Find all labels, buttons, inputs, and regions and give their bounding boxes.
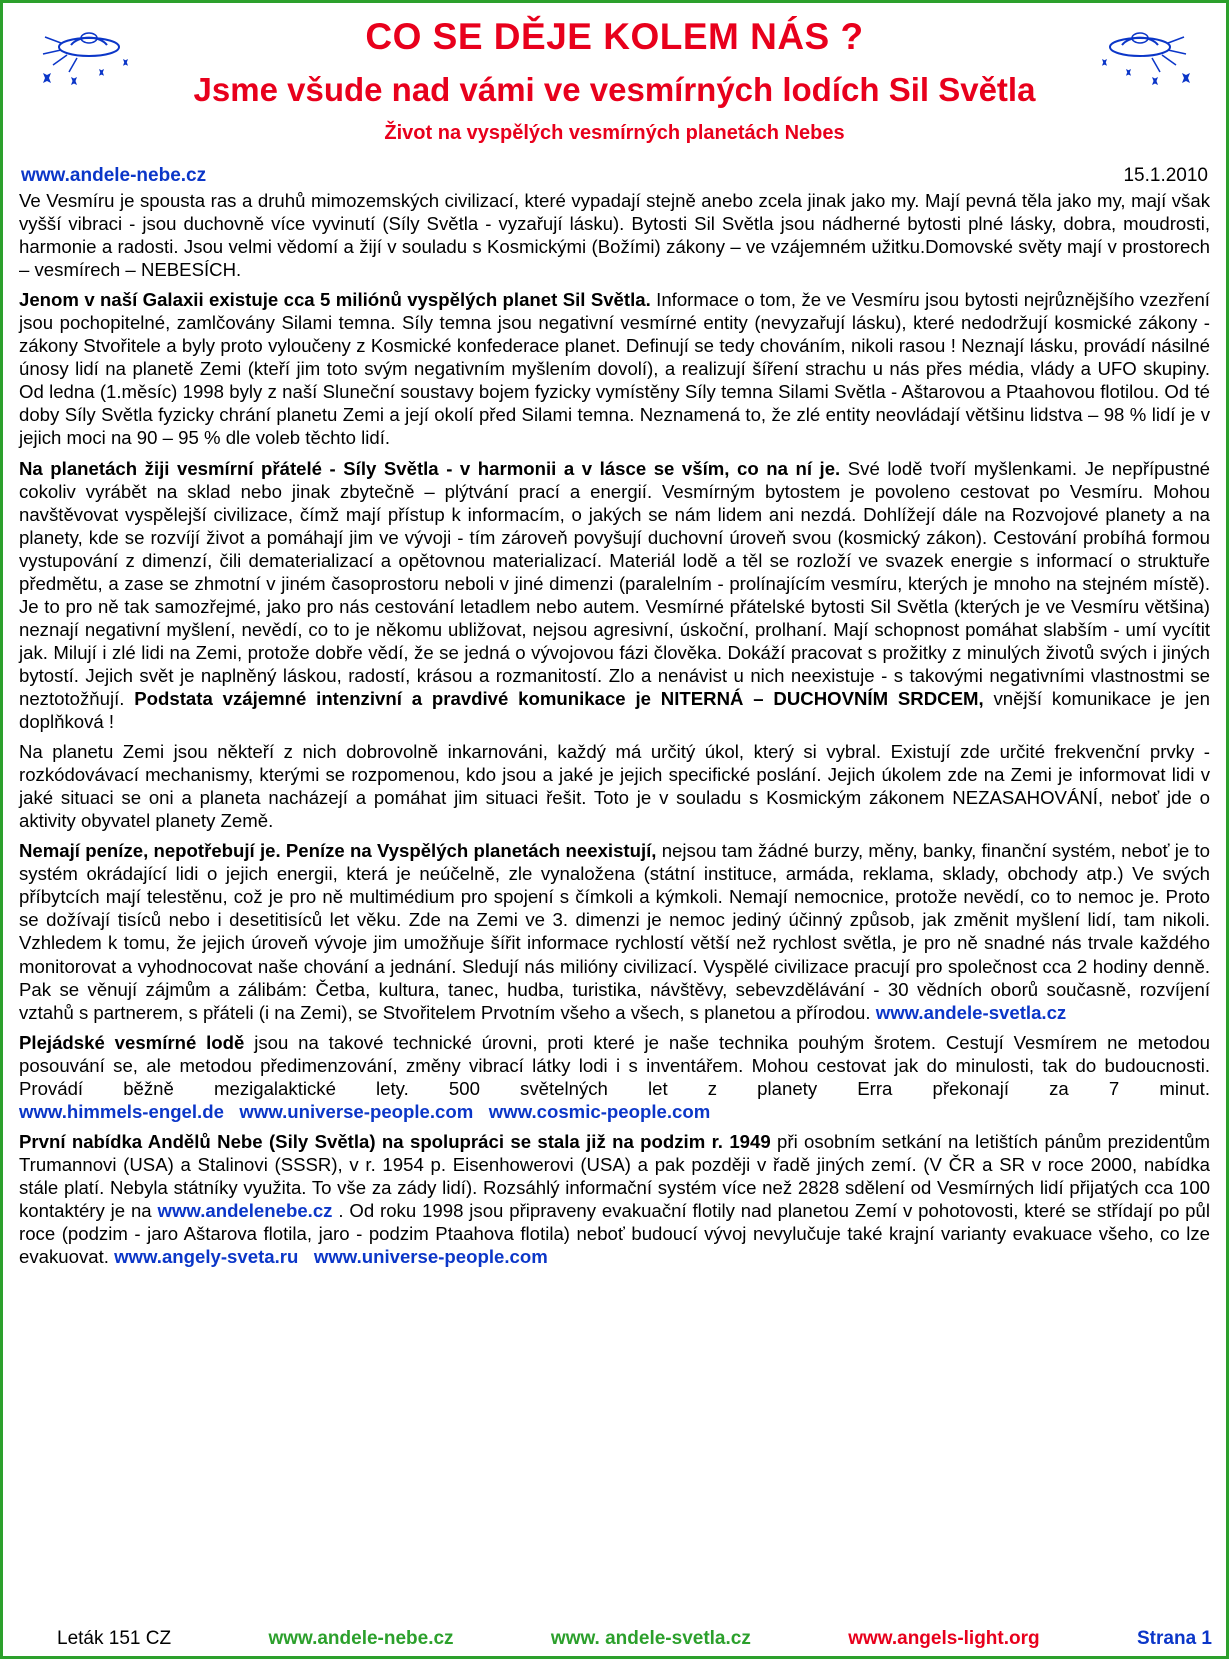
link-himmels-engel[interactable]: www.himmels-engel.de — [19, 1100, 224, 1122]
link-andelenebe[interactable]: www.andelenebe.cz — [157, 1199, 333, 1221]
paragraph-5 — [19, 839, 1210, 1023]
footer-link-andele-svetla[interactable]: www. andele-svetla.cz — [550, 1628, 751, 1649]
spacer-2 — [473, 1101, 489, 1122]
paragraph-2-lead: Jenom v naší Galaxii existuje cca 5 miliónů vyspělých planet Sil Světla. — [19, 289, 651, 311]
page-subtitle-secondary: Život na vyspělých vesmírných planetách Nebes — [384, 121, 845, 144]
spacer-3 — [298, 1246, 314, 1267]
document-header — [17, 17, 1212, 159]
leaflet-number: Leták 151 CZ — [57, 1628, 172, 1649]
link-angely-sveta[interactable]: www.angely-sveta.ru — [114, 1246, 299, 1268]
paragraph-4 — [19, 740, 1210, 832]
paragraph-7-lead: První nabídka Andělů Nebe (Sily Světla) na spolupráci se stala již na podzim r. 1949 — [19, 1130, 771, 1152]
paragraph-4-text: Na planetu Zemi jsou někteří z nich dobrovolně inkarnováni, každý má určitý úkol, který si vybral. Existují zde určité frekvenční prvky - rozkódovávací mechanismy, kterými se rozpomenou, kdo jsou a jaké je jejich specifické poslání. Jejich úkolem zde na Zemi je informovat lidi v jaké situaci se oni a planeta nacházejí a pomáhat jim situaci řešit. Toto je v souladu s Kosmickým zákonem NEZASAHOVÁNÍ, neboť jde o aktivity obyvatel planety Země. — [19, 741, 1210, 832]
document-body — [17, 189, 1212, 1268]
paragraph-6-lead: Plejádské vesmírné lodě — [19, 1031, 245, 1053]
paragraph-1-text: Ve Vesmíru je spousta ras a druhů mimozemských civilizací, které vypadají stejně anebo zcela jinak jako my. Mají pevná těla jako my, mají však vyšší vibraci - jsou duchovně více vyvinutí (Síly Světla - vyzařují lásku). Bytosti Sil Světla jsou nádherné bytosti plné lásky, dobra, moudrosti, harmonie a radosti. Jsou velmi vědomí a žijí v souladu s Kosmickými (Božími) zákony – ve vzájemném užitku.Domovské světy mají v prostorech – vesmírech – NEBESÍCH. — [19, 190, 1210, 281]
paragraph-5-text: nejsou tam žádné burzy, měny, banky, finanční systém, neboť je to systém okrádající lidi o jejich energii, která je neúčelně, zle vynaložena (státní instituce, armáda, reklama, sklady, obchody atp.) Ve svých příbytcích mají telestěnu, což je pro ně multimédium pro spojení s čímkoli a kýmkoli. Nemají nemocnice, protože nevědí, co to nemoc je. Proto se dožívají tisíců nebo i desetitisíců let věku. Zde na Zemi ve 3. dimenzi je nemoc jediný účinný způsob, jak změnit myšlení lidí, tam nikoli. Vzhledem k tomu, že jejich úroveň vývoje jim umožňuje šířit informace rychlostí větší než rychlost světla, je pro ně snadné nás trvale každého monitorovat a vyhodnocovat naše chování a jednání. Sledují nás milióny civilizací. Vyspělé civilizace pracují pro společnost cca 2 hodiny denně. Pak se věnují zájmům a zálibám: Četba, kultura, tanec, hudba, turistika, návštěvy, sebevzdělávání - 30 vědních oborů současně, rozvíjení vztahů s partnerem, s přáteli (i na Zemi), se Stvořitelem Prvotním všeho a všech, s planetou a přírodou. — [19, 840, 1210, 1023]
page-title: CO SE DĚJE KOLEM NÁS ? — [365, 16, 864, 57]
paragraph-3 — [19, 457, 1210, 734]
link-universe-people-2[interactable]: www.universe-people.com — [313, 1246, 548, 1268]
meta-row — [17, 165, 1212, 187]
publication-date: 15.1.2010 — [1123, 165, 1208, 186]
paragraph-2 — [19, 288, 1210, 449]
paragraph-7-text-2: . Od roku 1998 jsou připraveny evakuační flotily nad planetou Zemí v pohotovosti, které se střídají po půl roce (podzim - jaro Aštarova flotila, jaro - podzim Ptaahova flotila) neboť budoucí vývoj nevylučuje také krajní varianty evakuace všeho, co lze evakuovat. — [19, 1199, 1210, 1268]
link-cosmic-people[interactable]: www.cosmic-people.com — [488, 1100, 711, 1122]
page-number: Strana 1 — [1137, 1628, 1212, 1649]
paragraph-6-text: jsou na takové technické úrovni, proti které je naše technika pouhým šrotem. Cestují Vesmírem ne metodou posouvání se, ale metodou předimenzování, změny vibrací látky lodi i s inventářem. Mohou cestovat jak do minulosti, tak do budoucnosti. Provádí běžně mezigalaktické lety. 500 světelných let z planety Erra překonají za 7 minut. — [19, 1031, 1210, 1099]
paragraph-3-text: Své lodě tvoří myšlenkami. Je nepřípustné cokoliv vyrábět na sklad nebo jinak zbytečně – plýtvání prací a energií. Vesmírným bytostem je povoleno cestovat po Vesmíru. Mohou navštěvovat vyspělejší civilizace, čímž mají přístup k informacím, o jakých se nám lidem ani nezdá. Dohlížejí dále na Rozvojové planety a na planety, kde se rozvíjí život a pomáhají jim ve vývoji - tím zároveň povyšují duchovní úroveň svou (kosmický zákon). Cestování probíhá formou vystupování z dimenzí, čili dematerializací a opětovnou materializací. Materiál lodě a těl se rozloží ve svazek energie s informací o struktuře předmětu, a zase se zhmotní v jiném časoprostoru neboli v jiné dimenzi (paralelním - prolínajícím vesmíru, kterých je mnoho na stejném místě). Je to pro ně tak samozřejmé, jako pro nás cestování letadlem nebo autem. Vesmírné přátelské bytosti Sil Světla (kterých je ve Vesmíru většina) neznají negativní myšlení, nevědí, co to je někomu ubližovat, nejsou agresivní, úskoční, prolhaní. Mají schopnost pomáhat slabším - umí vycítit jak. Milují i zlé lidi na Zemi, protože dobře vědí, že se jedná o vývojovou fázi člověka. Dokáží pracovat s prožitky z minulých životů svých i jiných bytostí. Jejich svět je naplněný láskou, radostí, krásou a rozmanitostí. Zlo a nenávist u nich neexistuje - s takovými negativními vlastnostmi se neztotožňují. — [19, 457, 1210, 709]
footer-link-angels-light[interactable]: www.angels-light.org — [848, 1628, 1040, 1649]
page-subtitle-main: Jsme všude nad vámi ve vesmírných lodích Sil Světla — [193, 70, 1036, 108]
spacer-1 — [224, 1101, 240, 1122]
link-andele-svetla[interactable]: www.andele-svetla.cz — [875, 1001, 1067, 1023]
header-website-link[interactable]: www.andele-nebe.cz — [21, 165, 207, 186]
ufo-icon — [27, 21, 147, 101]
paragraph-5-lead: Nemají peníze, nepotřebují je. Peníze na Vyspělých planetách neexistují, — [19, 840, 657, 862]
footer-link-andele-nebe[interactable]: www.andele-nebe.cz — [268, 1628, 454, 1649]
paragraph-7 — [19, 1130, 1210, 1268]
paragraph-3-emphasis: Podstata vzájemné intenzivní a pravdivé komunikace je NITERNÁ – DUCHOVNÍM SRDCEM, — [134, 687, 984, 709]
paragraph-1 — [19, 189, 1210, 281]
ufo-icon — [1082, 21, 1202, 101]
paragraph-3-tail: vnější komunikace je jen doplňková ! — [19, 687, 1210, 733]
paragraph-2-text: Informace o tom, že ve Vesmíru jsou bytosti nejrůznějšího vzezření jsou pochopitelné, zamlčovány Silami temna. Síly temna jsou negativní vesmírné entity (nevyzařují lásku), které nedodržují kosmické zákony - zákony Stvořitele a byly proto vyloučeny z Kosmické konfederace planet. Definují se tedy chováním, nikoli rasou ! Neznají lásku, provádí násilné únosy lidí na planetě Zemi (kteří jim toto svým negativním myšlením dovolí), a realizují šíření strachu u nás přes média, vlády a UFO skupiny. Od ledna (1.měsíc) 1998 byly z naší Sluneční soustavy bojem fyzicky vymístěny Síly temna Silami Světla - Aštarovou a Ptaahovou flotilou. Od té doby Síly Světla fyzicky chrání planetu Zemi a její okolí před Silami temna. Neznamená to, že zlé entity neovládají většinu lidstva – 98 % lidí je v jejich moci na 90 – 95 % dle voleb těchto lidí. — [19, 289, 1210, 449]
paragraph-6 — [19, 1031, 1210, 1123]
document-footer — [17, 1628, 1212, 1650]
paragraph-3-lead: Na planetách žiji vesmírní přátelé - Síly Světla - v harmonii a v lásce se vším, co na ní je. — [19, 457, 841, 479]
link-universe-people[interactable]: www.universe-people.com — [239, 1100, 474, 1122]
paragraph-7-text: při osobním setkání na letištích pánům prezidentům Trumannovi (USA) a Stalinovi (SSSR), v r. 1954 p. Eisenhowerovi (USA) a pak později v řadě jiných zemí. (V ČR a SR v roce 2000, nabídka stále platí. Nebyla státníky využita. To vše za zády lidí). Rozsáhlý informační systém více než 2828 sdělení od Vesmírných lidí přijatých cca 100 kontaktéry je na — [19, 1130, 1210, 1221]
